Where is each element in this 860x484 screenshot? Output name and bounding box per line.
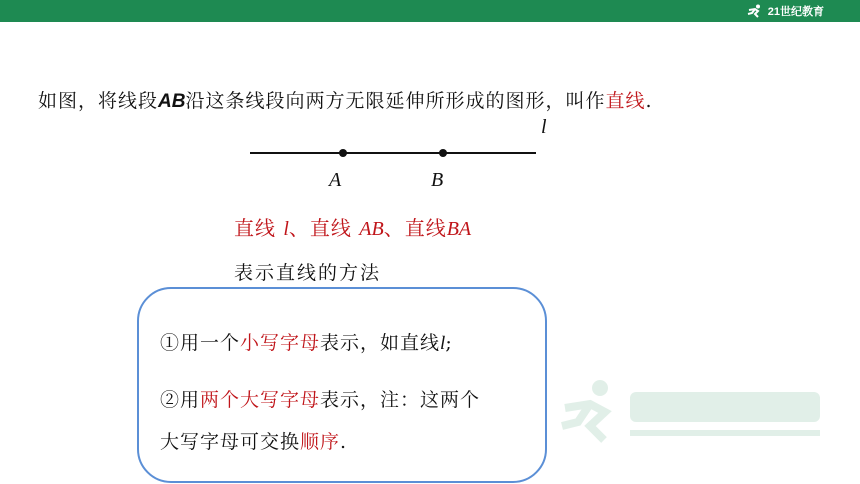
- rule1-var: l: [440, 333, 446, 354]
- point-a-label: A: [329, 169, 342, 191]
- rule2-rest: 表示，注：这两个: [320, 389, 481, 411]
- brand-name: 21世纪教育: [767, 6, 824, 18]
- rule1-end: ;: [445, 332, 453, 354]
- rule2-line2: 大写字母可交换: [160, 431, 301, 453]
- definition-part1: 如图，将线段: [38, 90, 159, 112]
- rule-2: [160, 385, 480, 412]
- name-sep2: 、直线: [383, 216, 447, 240]
- name1-prefix: 直线: [234, 216, 284, 240]
- name-sep1: 、直线: [288, 216, 360, 240]
- rule1-key: 小写字母: [240, 332, 321, 354]
- rule-1: [160, 328, 453, 355]
- rule2-end: .: [340, 431, 348, 453]
- line-names: [234, 212, 471, 241]
- rule1-rest: 表示，如直线: [320, 332, 441, 354]
- rule-2-line2: [160, 427, 347, 454]
- watermark-icon: [560, 378, 830, 448]
- rule2-key2: 顺序: [300, 431, 341, 453]
- point-b-label: B: [431, 169, 444, 191]
- definition-term: 直线: [605, 90, 646, 112]
- definition-part2: 沿这条线段向两方无限延伸所形成的图形，叫作: [185, 90, 606, 112]
- rule2-key: 两个大写字母: [200, 389, 321, 411]
- name1: l: [283, 218, 289, 240]
- point-b-dot: [439, 149, 447, 157]
- rule1-start: ①用一个: [160, 332, 241, 354]
- name3: BA: [446, 218, 472, 240]
- point-a-dot: [339, 149, 347, 157]
- segment-name: AB: [158, 91, 186, 112]
- method-title: 表示直线的方法: [234, 262, 382, 284]
- line-label-l: l: [541, 116, 547, 138]
- definition-end: .: [645, 90, 653, 112]
- rule2-start: ②用: [160, 389, 201, 411]
- name2: AB: [359, 218, 384, 240]
